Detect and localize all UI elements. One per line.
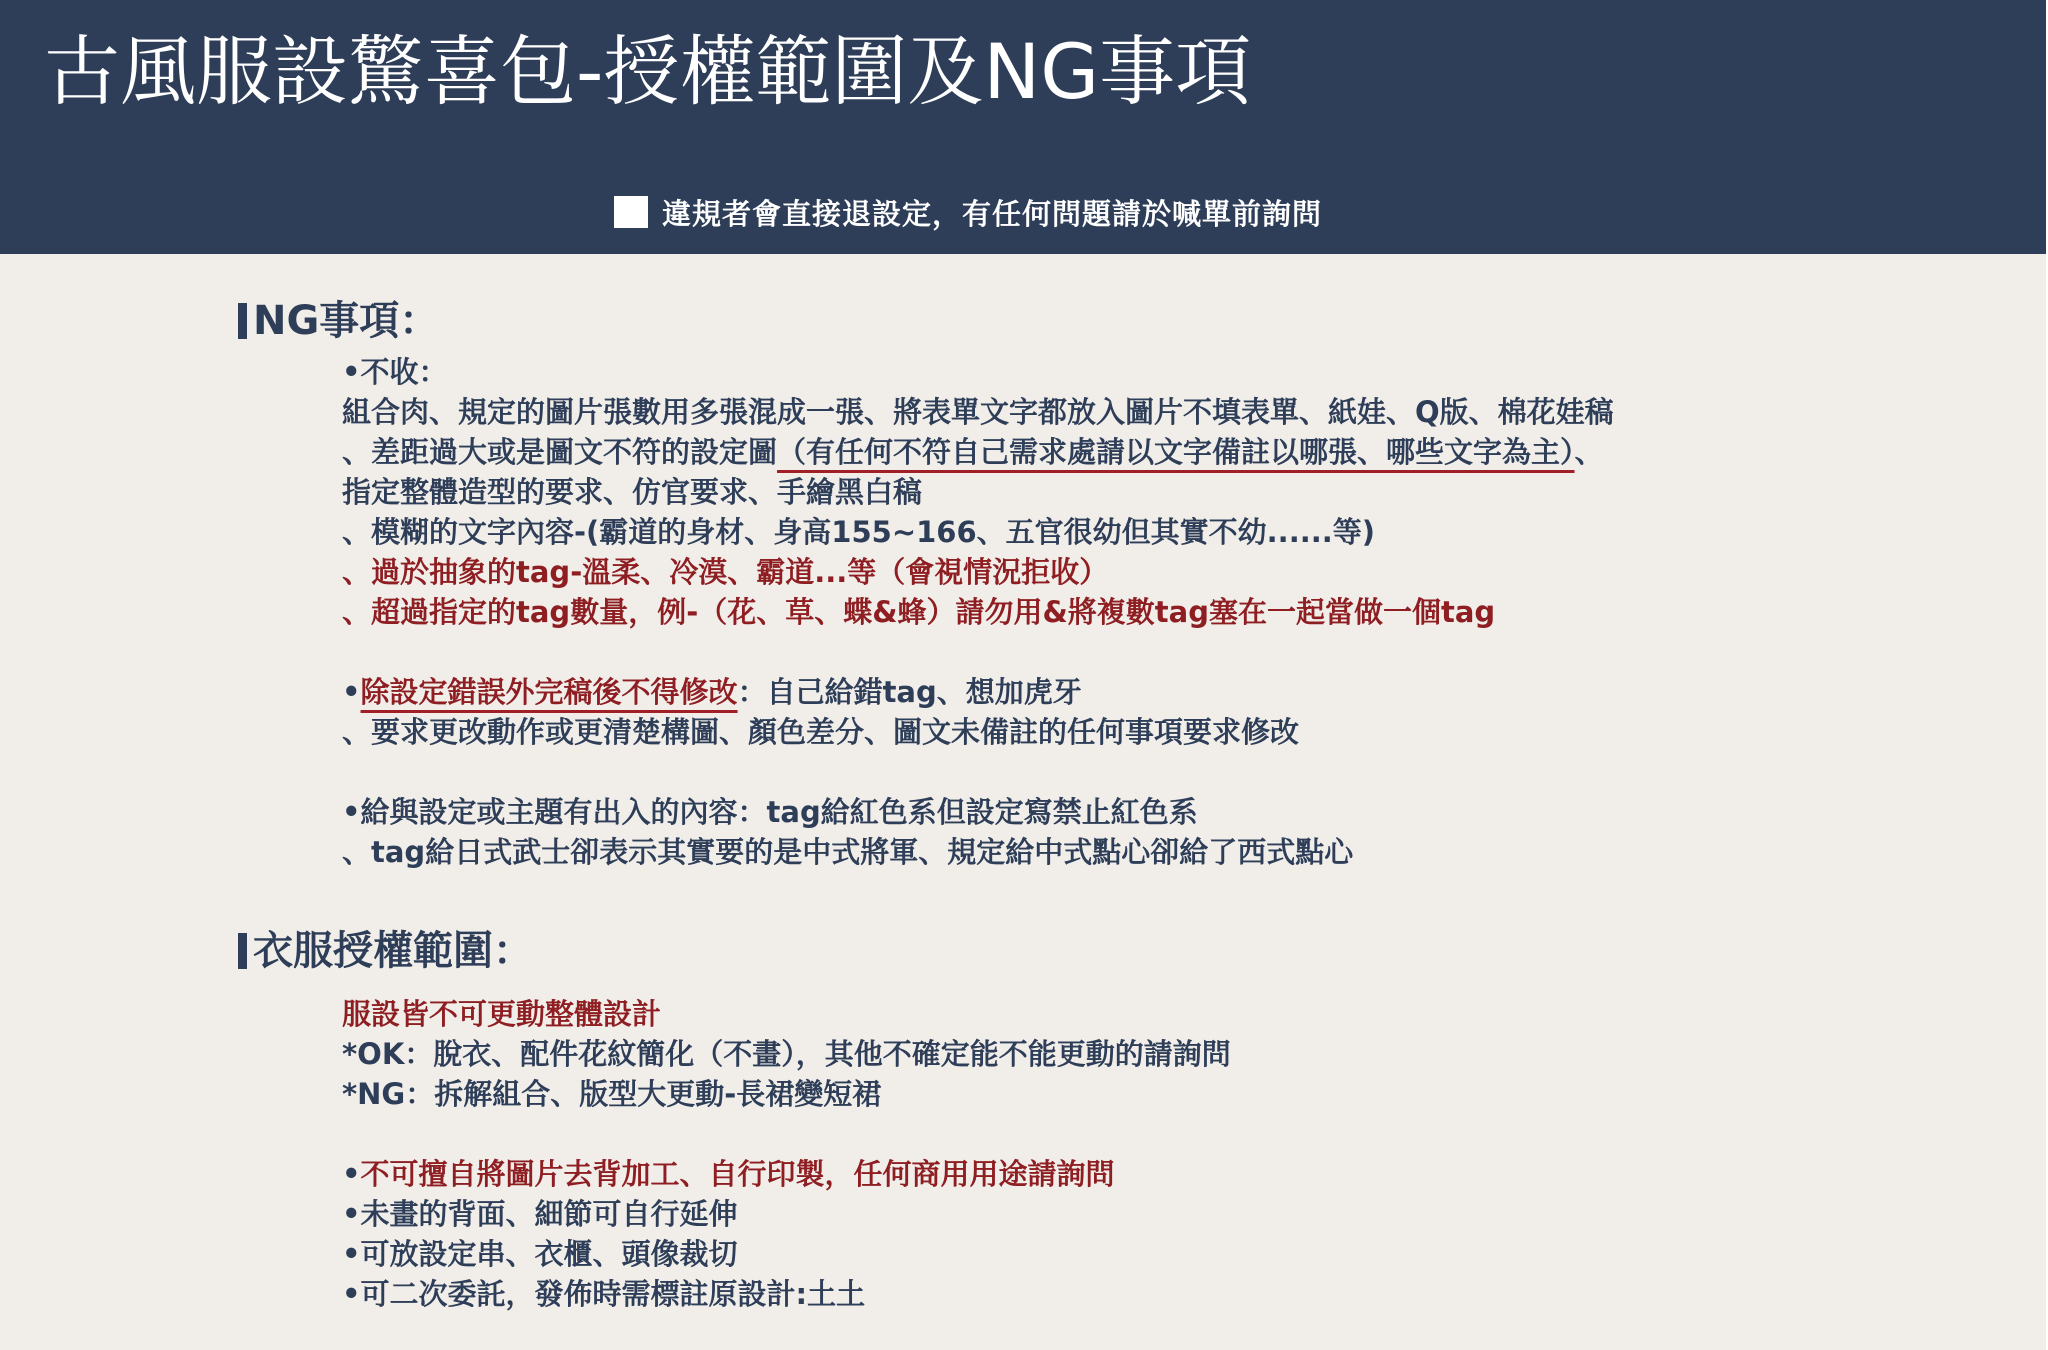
ng-section-heading <box>238 296 439 346</box>
license-section-content <box>342 994 1231 1314</box>
ng-line-3: 指定整體造型的要求、仿官要求、手繪黑白稿 <box>342 475 923 509</box>
license-heading-text: 衣服授權範圍： <box>253 928 533 974</box>
mismatch-line-1: •給與設定或主題有出入的內容：tag給紅色系但設定寫禁止紅色系 <box>342 795 1198 829</box>
ng-line-6: 、超過指定的tag數量，例-（花、草、蝶&蜂）請勿用&將複數tag塞在一起當做一個tag <box>342 595 1496 629</box>
license-rule: 服設皆不可更動整體設計 <box>342 997 662 1031</box>
revision-line-2: 、要求更改動作或更清楚構圖、顏色差分、圖文未備註的任何事項要求修改 <box>342 715 1300 749</box>
commercial-line <box>342 1154 1231 1194</box>
notice <box>614 194 1322 230</box>
revision-bullet: • <box>342 675 361 709</box>
mismatch-line-2: 、tag給日式武士卻表示其實要的是中式將軍、規定給中式點心卻給了西式點心 <box>342 835 1354 869</box>
revision-rest: ：自己給錯tag、想加虎牙 <box>737 675 1082 709</box>
ng-section-content <box>342 352 1614 872</box>
ng-line-5: 、過於抽象的tag-溫柔、冷漠、霸道...等（會視情況拒收） <box>342 555 1109 589</box>
revision-line-1 <box>342 672 1614 712</box>
revision-underlined: 除設定錯誤外完稿後不得修改 <box>360 675 738 709</box>
extend-line: •未畫的背面、細節可自行延伸 <box>342 1197 738 1231</box>
heading-bar-icon <box>238 303 247 339</box>
not-accepted-label: •不收： <box>342 355 448 389</box>
license-ng-line: *NG：拆解組合、版型大更動-長裙變短裙 <box>342 1077 882 1111</box>
commission-line: •可二次委託，發佈時需標註原設計:土土 <box>342 1277 866 1311</box>
commercial-bullet: • <box>342 1157 361 1191</box>
ng-line-1: 組合肉、規定的圖片張數用多張混成一張、將表單文字都放入圖片不填表單、紙娃、Q版、棉花娃稿 <box>342 395 1614 429</box>
header-banner <box>0 0 2046 254</box>
ng-line-2-prefix: 、差距過大或是圖文不符的設定圖 <box>342 435 778 469</box>
ng-line-2-suffix: 、 <box>1574 435 1604 469</box>
notice-square-icon <box>614 196 648 228</box>
ng-line-2 <box>342 432 1614 472</box>
license-section-heading <box>238 926 533 976</box>
ng-line-2-underlined: （有任何不符自己需求處請以文字備註以哪張、哪些文字為主） <box>777 435 1575 469</box>
ng-line-4: 、模糊的文字內容-(霸道的身材、身高155~166、五官很幼但其實不幼......等) <box>342 515 1376 549</box>
heading-bar-icon <box>238 933 247 969</box>
notice-text: 違規者會直接退設定，有任何問題請於喊單前詢問 <box>662 196 1323 231</box>
ng-heading-text: NG事項： <box>253 298 440 344</box>
license-ok-line: *OK：脫衣、配件花紋簡化（不畫），其他不確定能不能更動的請詢問 <box>342 1037 1231 1071</box>
commercial-text: 不可擅自將圖片去背加工、自行印製，任何商用用途請詢問 <box>360 1157 1115 1191</box>
page-title: 古風服設驚喜包-授權範圍及NG事項 <box>44 27 1252 116</box>
crop-line: •可放設定串、衣櫃、頭像裁切 <box>342 1237 738 1271</box>
